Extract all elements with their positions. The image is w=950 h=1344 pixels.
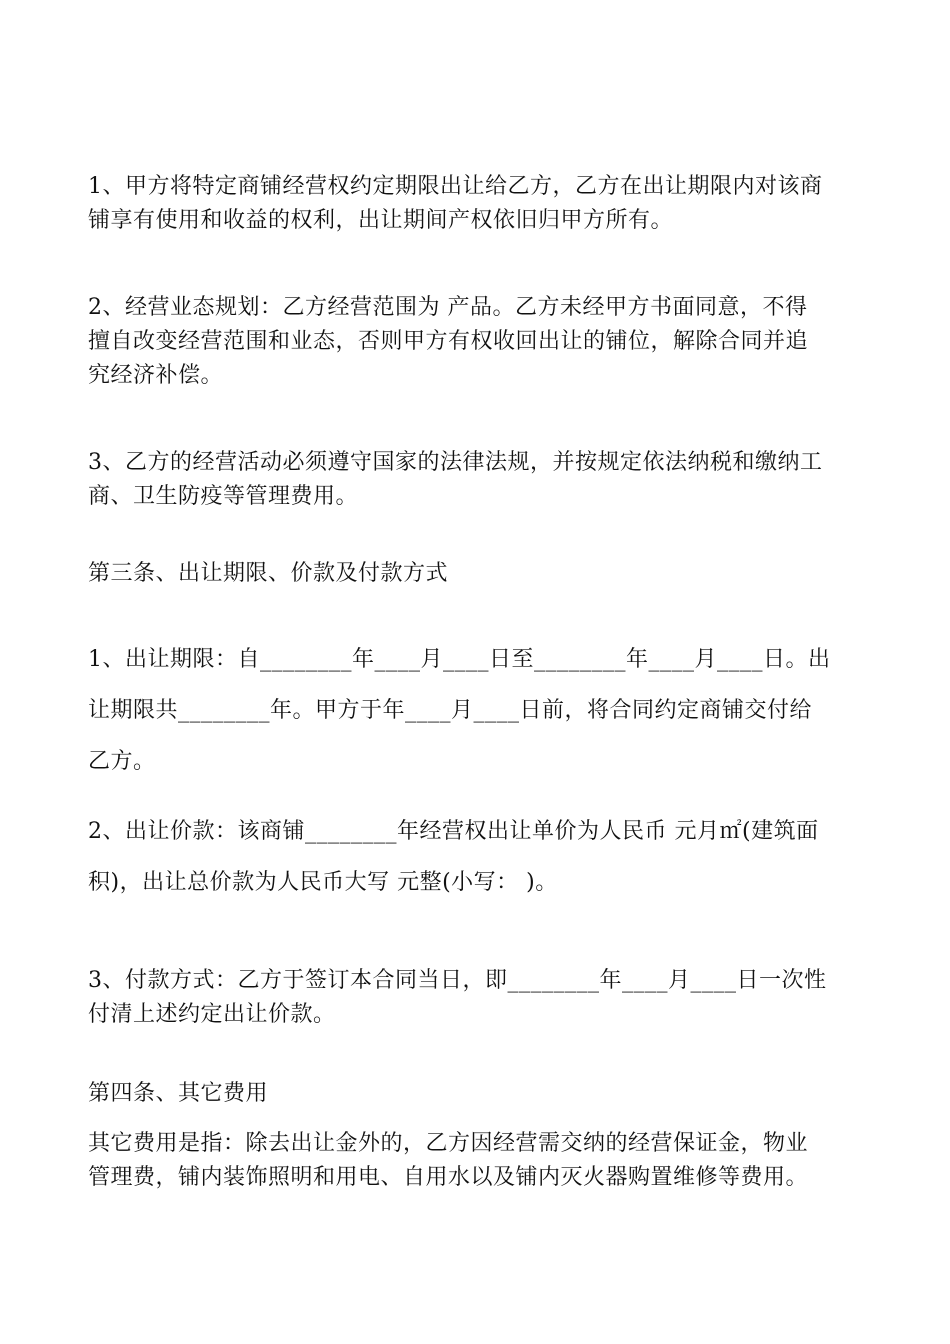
text-line: 究经济补偿。 xyxy=(88,363,224,388)
text-line: 1、出让期限：自________年____月____日至________年____月____日。出 xyxy=(88,647,831,672)
text-line: 积)，出让总价款为人民币大写 元整(小写： )。 xyxy=(88,870,558,895)
text-line: 2、经营业态规划：乙方经营范围为 产品。乙方未经甲方书面同意，不得 xyxy=(88,295,808,320)
clause-transfer-period xyxy=(88,634,868,787)
article-3-heading xyxy=(88,557,868,591)
clause-1-transfer-rights xyxy=(88,170,868,238)
text-line: 付清上述约定出让价款。 xyxy=(88,1002,336,1027)
section-heading: 第三条、出让期限、价款及付款方式 xyxy=(88,561,449,586)
text-line: 让期限共________年。甲方于年____月____日前，将合同约定商铺交付给 xyxy=(88,698,813,723)
text-line: 3、乙方的经营活动必须遵守国家的法律法规，并按规定依法纳税和缴纳工 xyxy=(88,450,823,475)
text-line: 3、付款方式：乙方于签订本合同当日，即________年____月____日一次性 xyxy=(88,968,827,993)
article-4-heading xyxy=(88,1077,868,1111)
section-heading: 第四条、其它费用 xyxy=(88,1081,269,1106)
clause-3-compliance xyxy=(88,446,868,514)
text-line: 管理费，铺内装饰照明和用电、自用水以及铺内灭火器购置维修等费用。 xyxy=(88,1165,809,1190)
text-line: 商、卫生防疫等管理费用。 xyxy=(88,484,359,509)
clause-other-fees xyxy=(88,1127,868,1195)
clause-payment-method xyxy=(88,964,868,1032)
text-line: 铺享有使用和收益的权利，出让期间产权依旧归甲方所有。 xyxy=(88,208,674,233)
text-line: 2、出让价款：该商铺________年经营权出让单价为人民币 元月㎡(建筑面 xyxy=(88,819,819,844)
clause-transfer-price xyxy=(88,806,868,908)
text-line: 1、甲方将特定商铺经营权约定期限出让给乙方，乙方在出让期限内对该商 xyxy=(88,174,823,199)
text-line: 其它费用是指：除去出让金外的，乙方因经营需交纳的经营保证金，物业 xyxy=(88,1131,809,1156)
clause-2-business-scope xyxy=(88,291,868,393)
text-line: 乙方。 xyxy=(88,749,156,774)
text-line: 擅自改变经营范围和业态，否则甲方有权收回出让的铺位，解除合同并追 xyxy=(88,329,809,354)
